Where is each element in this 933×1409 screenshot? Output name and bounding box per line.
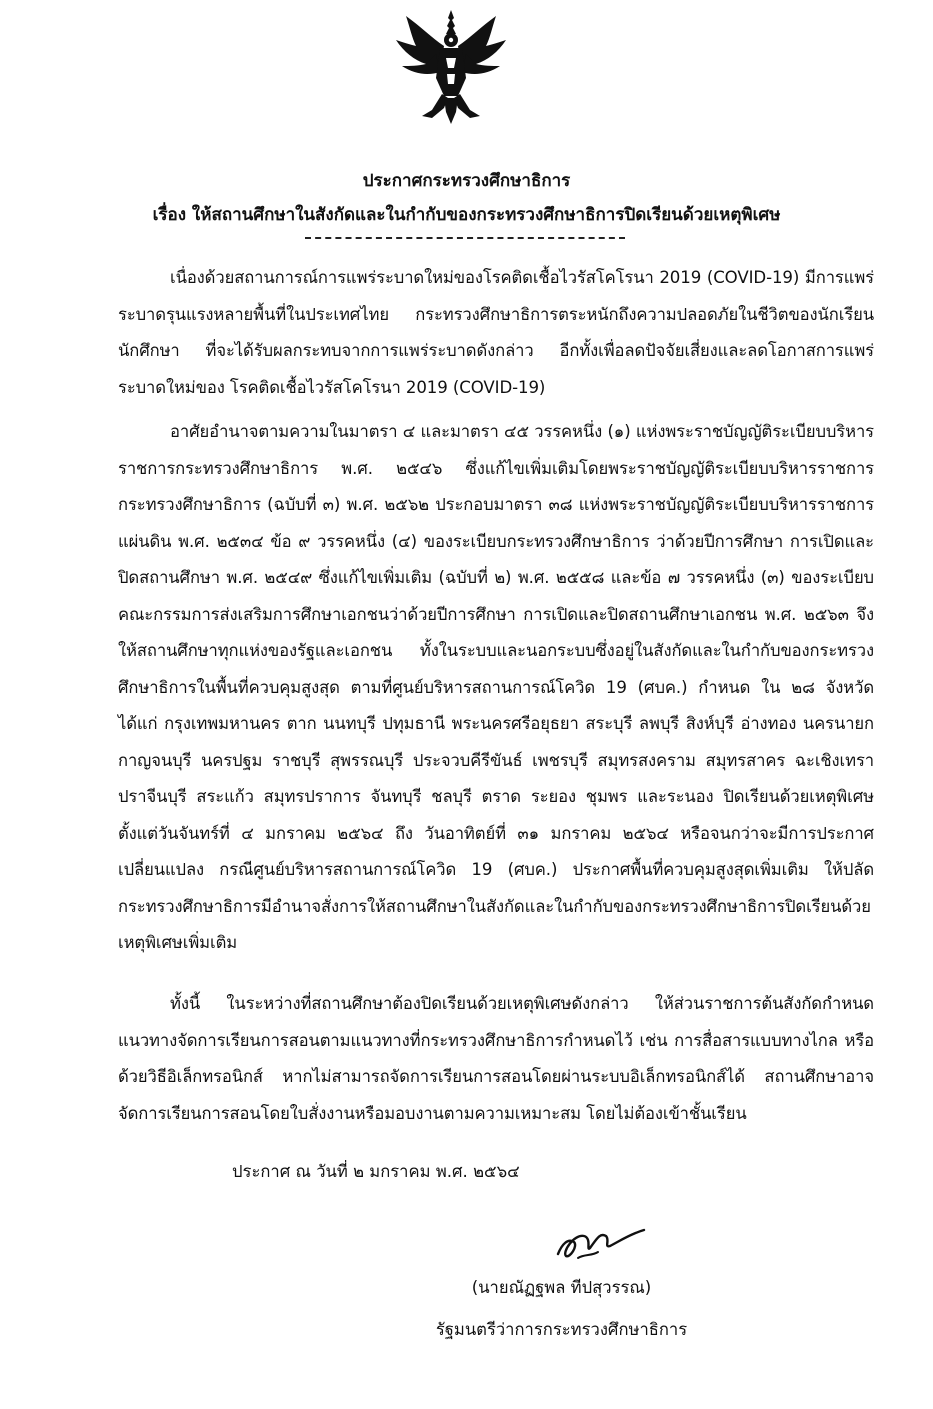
announcement-subject: เรื่อง ให้สถานศึกษาในสังกัดและในกำกับของกระทรวงศึกษาธิการปิดเรียนด้วยเหตุพิเศษ — [152, 205, 781, 225]
paragraph-intro: เนื่องด้วยสถานการณ์การแพร่ระบาดใหม่ของโรคติดเชื้อไวรัสโคโรนา 2019 (COVID-19) มีการแพร่ระบาดรุนแรงหลายพื้นที่ในประเทศไทย กระทรวงศึกษาธิการตระหนักถึงความปลอดภัยในชีวิตของนักเรียน นักศึกษา ที่จะได้รับผลกระทบจากการแพร่ระบาดดังกล่าว อีกทั้งเพื่อลดปัจจัยเสี่ยงและลดโอกาสการแพร่ระบาดใหม่ของ โรคติดเชื้อไวรัสโคโรนา 2019 (COVID-19) — [118, 268, 874, 397]
announcement-date: ประกาศ ณ วันที่ ๒ มกราคม พ.ศ. ๒๕๖๔ — [232, 1162, 520, 1181]
paragraph-authority: อาศัยอำนาจตามความในมาตรา ๔ และมาตรา ๔๕ วรรคหนึ่ง (๑) แห่งพระราชบัญญัติระเบียบบริหารราชการกระทรวงศึกษาธิการ พ.ศ. ๒๕๔๖ ซึ่งแก้ไขเพิ่มเติมโดยพระราชบัญญัติระเบียบบริหารราชการกระทรวงศึกษาธิการ (ฉบับที่ ๓) พ.ศ. ๒๕๖๒ ประกอบมาตรา ๓๘ แห่งพระราชบัญญัติระเบียบบริหารราชการแผ่นดิน พ.ศ. ๒๕๓๔ ข้อ ๙ วรรคหนึ่ง (๔) ของระเบียบกระทรวงศึกษาธิการ ว่าด้วยปีการศึกษา การเปิดและปิดสถานศึกษา พ.ศ. ๒๕๔๙ ซึ่งแก้ไขเพิ่มเติม (ฉบับที่ ๒) พ.ศ. ๒๕๕๘ และข้อ ๗ วรรคหนึ่ง (๓) ของระเบียบคณะกรรมการส่งเสริมการศึกษาเอกชนว่าด้วยปีการศึกษา การเปิดและปิดสถานศึกษาเอกชน พ.ศ. ๒๕๖๓ จึงให้สถานศึกษาทุกแห่งของรัฐและเอกชน ทั้งในระบบและนอกระบบซึ่งอยู่ในสังกัดและในกำกับของกระทรวงศึกษาธิการในพื้นที่ควบคุมสูงสุด ตามที่ศูนย์บริหารสถานการณ์โควิด 19 (ศบค.) กำหนด ใน ๒๘ จังหวัด ได้แก่ กรุงเทพมหานคร ตาก นนทบุรี ปทุมธานี พระนครศรีอยุธยา สระบุรี ลพบุรี สิงห์บุรี อ่างทอง นครนายก กาญจนบุรี นครปฐม ราชบุรี สุพรรณบุรี ประจวบคีรีขันธ์ เพชรบุรี สมุทรสงคราม สมุทรสาคร ฉะเชิงเทรา ปราจีนบุรี สระแก้ว สมุทรปราการ จันทบุรี ชลบุรี ตราด ระยอง ชุมพร และระนอง ปิดเรียนด้วยเหตุพิเศษ ตั้งแต่วันจันทร์ที่ ๔ มกราคม ๒๕๖๔ ถึง วันอาทิตย์ที่ ๓๑ มกราคม ๒๕๖๔ หรือจนกว่าจะมีการประกาศเปลี่ยนแปลง กรณีศูนย์บริหารสถานการณ์โควิด 19 (ศบค.) ประกาศพื้นที่ควบคุมสูงสุดเพิ่มเติม ให้ปลัดกระทรวงศึกษาธิการมีอำนาจสั่งการให้สถานศึกษาในสังกัดและในกำกับของกระทรวงศึกษาธิการปิดเรียนด้วยเหตุพิเศษเพิ่มเติม — [118, 422, 874, 952]
paragraph-instruction: ทั้งนี้ ในระหว่างที่สถานศึกษาต้องปิดเรียนด้วยเหตุพิเศษดังกล่าว ให้ส่วนราชการต้นสังกัดกำหนดแนวทางจัดการเรียนการสอนตามแนวทางที่กระทรวงศึกษาธิการกำหนดไว้ เช่น การสื่อสารแบบทางไกล หรือด้วยวิธีอิเล็กทรอนิกส์ หากไม่สามารถจัดการเรียนการสอนโดยผ่านระบบอิเล็กทรอนิกส์ได้ สถานศึกษาอาจจัดการเรียนการสอนโดยใบสั่งงานหรือมอบงานตามความเหมาะสม โดยไม่ต้องเข้าชั้นเรียน — [118, 994, 874, 1123]
announcement-title: ประกาศกระทรวงศึกษาธิการ — [362, 171, 571, 191]
garuda-emblem-icon — [392, 8, 510, 128]
signer-position: รัฐมนตรีว่าการกระทรวงศึกษาธิการ — [435, 1320, 688, 1339]
signature — [540, 1218, 650, 1266]
header-divider — [305, 237, 625, 239]
signer-name: (นายณัฏฐพล ทีปสุวรรณ) — [471, 1278, 652, 1297]
